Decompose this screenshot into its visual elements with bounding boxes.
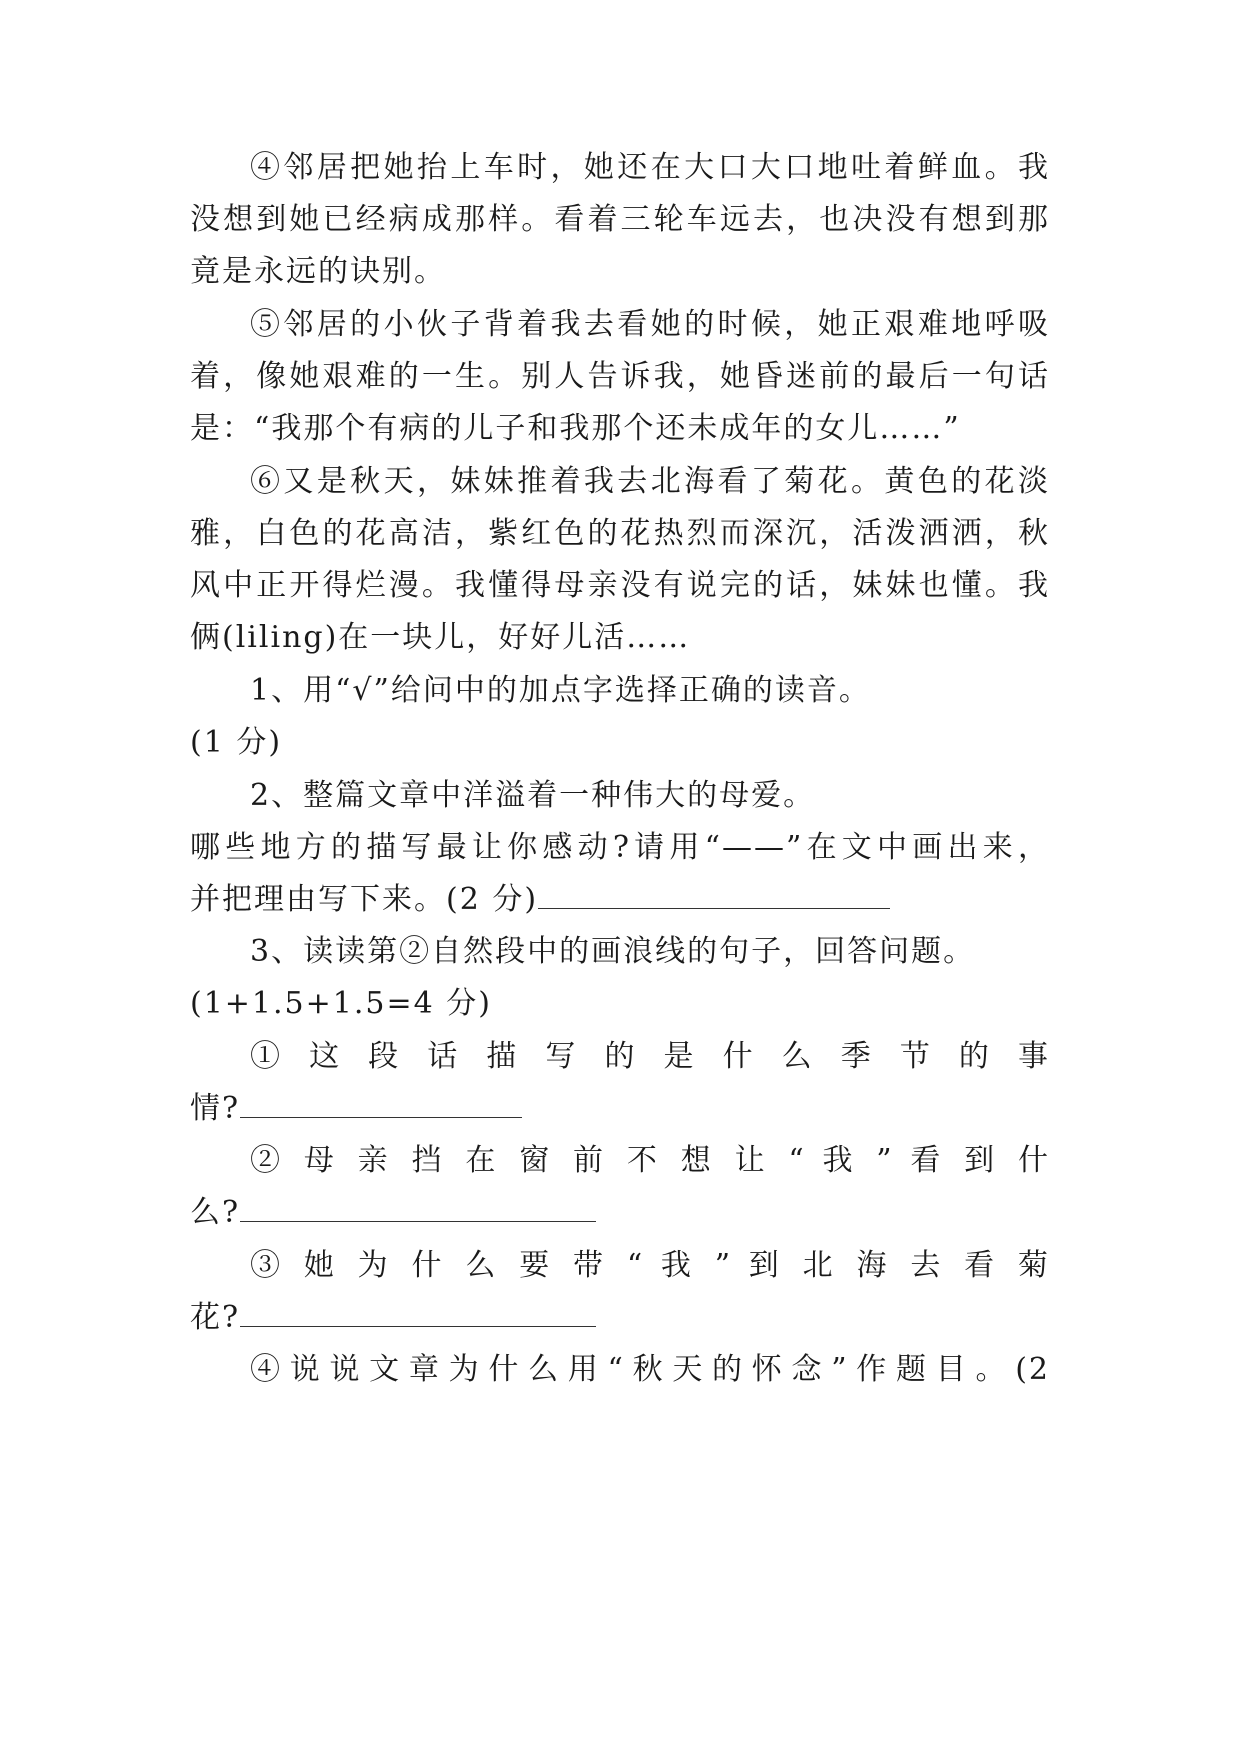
sub-question-2-line-2 xyxy=(190,1193,1050,1233)
sub-question-4-line-1: ④说说文章为什么用“秋天的怀念”作题目。(2 xyxy=(250,1352,1050,1387)
answer-blank-sub1[interactable] xyxy=(240,1089,522,1118)
question-2-line-3 xyxy=(190,880,1050,920)
answer-blank-sub2[interactable] xyxy=(240,1193,596,1222)
question-2-line-3-text: 并把理由写下来。(2 分) xyxy=(190,882,539,917)
sub-question-1-line-2-text: 情? xyxy=(190,1091,241,1126)
paragraph-6-line-3: 风中正开得烂漫。我懂得母亲没有说完的话，妹妹也懂。我 xyxy=(190,568,1050,603)
question-3-line-1: 3、读读第②自然段中的画浪线的句子，回答问题。 xyxy=(250,934,976,969)
paragraph-6-line-4: 俩(liling)在一块儿，好好儿活…… xyxy=(190,620,691,655)
paragraph-5-line-3: 是：“我那个有病的儿子和我那个还未成年的女儿……” xyxy=(190,411,961,446)
paragraph-6-line-2: 雅，白色的花高洁，紫红色的花热烈而深沉，活泼洒洒，秋 xyxy=(190,516,1050,551)
sub-question-3-line-2-text: 花? xyxy=(190,1300,241,1335)
paragraph-5-line-1: ⑤邻居的小伙子背着我去看她的时候，她正艰难地呼吸 xyxy=(250,307,1050,342)
paragraph-4-line-3: 竟是永远的诀别。 xyxy=(190,254,446,289)
paragraph-6-line-1: ⑥又是秋天，妹妹推着我去北海看了菊花。黄色的花淡 xyxy=(250,464,1050,499)
question-2-line-1: 2、整篇文章中洋溢着一种伟大的母爱。 xyxy=(250,778,816,813)
sub-question-3-line-1: ③ 她 为 什 么 要 带 “ 我 ” 到 北 海 去 看 菊 xyxy=(250,1248,1050,1283)
paragraph-4-line-2: 没想到她已经病成那样。看着三轮车远去，也决没有想到那 xyxy=(190,202,1050,237)
paragraph-4-line-1: ④邻居把她抬上车时，她还在大口大口地吐着鲜血。我 xyxy=(250,150,1050,185)
answer-blank-sub3[interactable] xyxy=(240,1298,596,1327)
paragraph-5-line-2: 着，像她艰难的一生。别人告诉我，她昏迷前的最后一句话 xyxy=(190,359,1050,394)
answer-blank-q2[interactable] xyxy=(538,880,890,909)
question-3-score: (1+1.5+1.5=4 分) xyxy=(190,986,492,1021)
sub-question-3-line-2 xyxy=(190,1298,1050,1338)
sub-question-1-line-1: ① 这 段 话 描 写 的 是 什 么 季 节 的 事 xyxy=(250,1039,1050,1074)
question-1-line-1: 1、用“√”给问中的加点字选择正确的读音。 xyxy=(250,673,871,708)
question-1-score: (1 分) xyxy=(190,725,283,760)
sub-question-2-line-1: ② 母 亲 挡 在 窗 前 不 想 让 “ 我 ” 看 到 什 xyxy=(250,1143,1050,1178)
question-2-line-2: 哪些地方的描写最让你感动?请用“——”在文中画出来， xyxy=(190,830,1050,865)
sub-question-1-line-2 xyxy=(190,1089,1050,1129)
sub-question-2-line-2-text: 么? xyxy=(190,1195,241,1230)
